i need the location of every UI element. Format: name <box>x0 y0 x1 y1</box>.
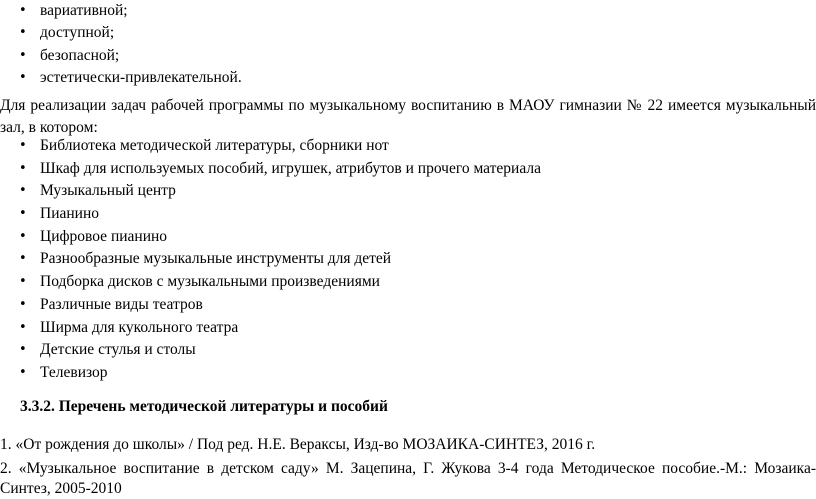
bullet-icon: • <box>19 47 27 63</box>
list-item-text: Ширма для кукольного театра <box>40 318 239 336</box>
list-item-text: Цифровое пианино <box>40 227 168 245</box>
literature-item: 1. «От рождения до школы» / Под ред. Н.Е. Вераксы, Изд-во МОЗАИКА-СИНТЕЗ, 2016 г. <box>0 436 596 453</box>
bullet-icon: • <box>19 342 27 358</box>
section-heading: 3.3.2. Перечень методической литературы и пособий <box>20 398 388 415</box>
list-item-text: эстетически-привлекательной. <box>40 69 242 87</box>
environment-qualities-list <box>0 0 816 90</box>
bullet-icon: • <box>19 364 27 380</box>
list-item-text: доступной; <box>40 24 115 42</box>
bullet-icon: • <box>19 319 27 335</box>
list-item-text: Музыкальный центр <box>40 182 176 200</box>
list-item <box>0 317 816 340</box>
list-item <box>0 294 816 317</box>
list-item-text: Разнообразные музыкальные инструменты для детей <box>40 250 392 268</box>
list-item-text: безопасной; <box>40 46 120 64</box>
list-item <box>0 158 816 181</box>
list-item <box>0 0 816 22</box>
list-item <box>0 180 816 203</box>
bullet-icon: • <box>19 25 27 41</box>
list-item-text: Шкаф для используемых пособий, игрушек, атрибутов и прочего материала <box>40 159 541 177</box>
list-item-text: Библиотека методической литературы, сборники нот <box>40 137 389 154</box>
list-item-text: Детские стулья и столы <box>40 341 196 359</box>
bullet-icon: • <box>19 228 27 244</box>
list-item <box>0 362 816 385</box>
bullet-icon: • <box>19 206 27 222</box>
bullet-icon: • <box>19 183 27 199</box>
list-item <box>0 203 816 226</box>
literature-list <box>0 435 816 499</box>
list-item <box>0 226 816 249</box>
list-item-text: вариативной; <box>40 2 128 19</box>
list-item-text: Телевизор <box>40 363 108 381</box>
list-item <box>0 22 816 44</box>
equipment-list <box>0 135 816 385</box>
list-item-text: Различные виды театров <box>40 295 203 313</box>
list-item <box>0 45 816 67</box>
bullet-icon: • <box>19 138 27 153</box>
list-item <box>0 67 816 89</box>
list-item-text: Подборка дисков с музыкальными произведениями <box>40 273 380 291</box>
list-item <box>0 271 816 294</box>
bullet-icon: • <box>19 3 27 18</box>
list-item <box>0 248 816 271</box>
literature-item: 2. «Музыкальное воспитание в детском саду» М. Зацепина, Г. Жукова 3-4 года Методическое пособие.-М.: Мозаика-Синтез, 2005-2010 <box>0 460 816 497</box>
bullet-icon: • <box>19 296 27 312</box>
bullet-icon: • <box>19 70 27 86</box>
list-item-text: Пианино <box>40 205 100 223</box>
bullet-icon: • <box>19 160 27 176</box>
list-item <box>0 339 816 362</box>
list-item <box>0 135 816 158</box>
bullet-icon: • <box>19 274 27 290</box>
intro-paragraph: Для реализации задач рабочей программы по музыкальному воспитанию в МАОУ гимназии № 22 имеется музыкальный зал, в котором: <box>0 97 816 136</box>
bullet-icon: • <box>19 251 27 267</box>
